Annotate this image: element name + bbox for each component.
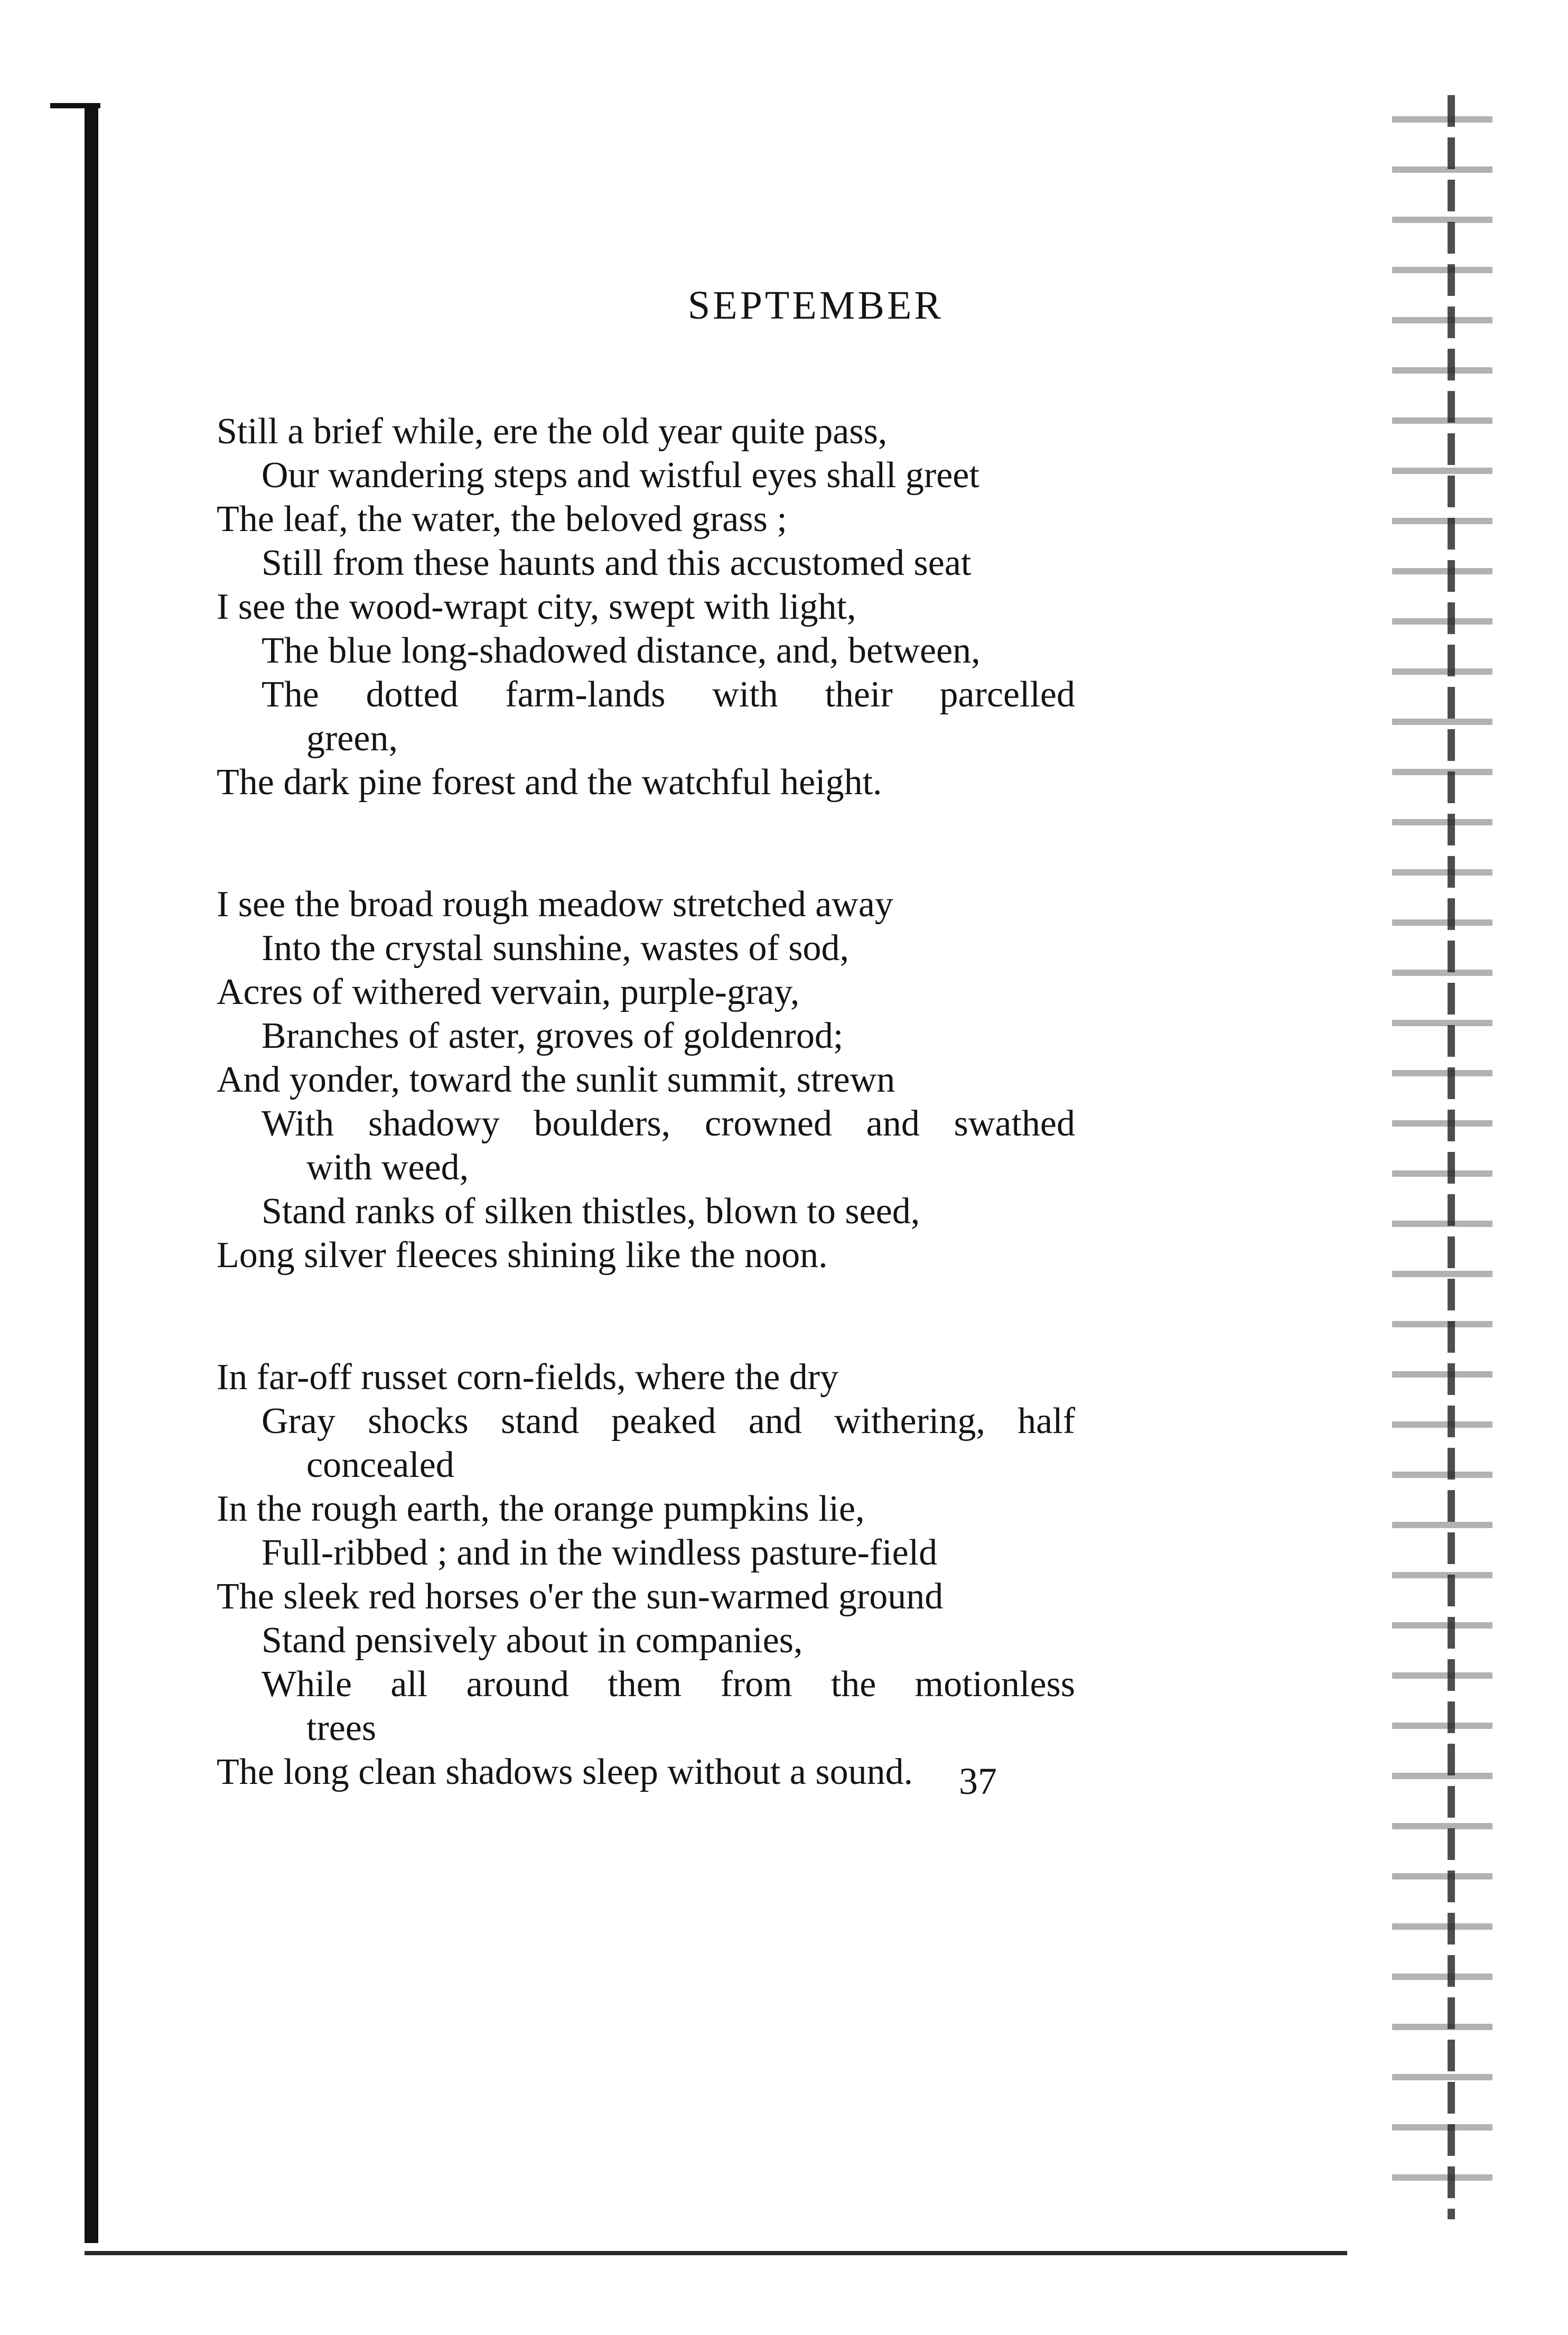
poem-line: Into the crystal sunshine, wastes of sod, (262, 928, 850, 969)
poem-line: Branches of aster, groves of goldenrod; (262, 1016, 844, 1056)
poem-line: The dark pine forest and the watchful height. (217, 762, 882, 803)
stanza-3 (217, 1355, 1075, 1794)
poem-title: SEPTEMBER (687, 283, 944, 328)
poem-line: The long clean shadows sleep without a sound. (217, 1752, 913, 1792)
poem-line-turnover: green, (306, 718, 398, 759)
poem-line-turnover: trees (306, 1708, 377, 1748)
poem-line: In the rough earth, the orange pumpkins lie, (217, 1489, 865, 1529)
poem-line: Long silver fleeces shining like the noon. (217, 1235, 828, 1276)
poem-line: Our wandering steps and wistful eyes shall greet (262, 455, 979, 496)
poem-line: The leaf, the water, the beloved grass ; (217, 499, 787, 539)
poem-body (217, 410, 1075, 1872)
poem-line: I see the broad rough meadow stretched away (217, 884, 893, 925)
page-number: 37 (959, 1760, 997, 1802)
poem-line: Still from these haunts and this accustomed seat (262, 543, 972, 583)
poem-line: Full-ribbed ; and in the windless pasture-field (262, 1532, 938, 1573)
poem-line: In far-off russet corn-fields, where the dry (217, 1357, 839, 1398)
poem-line-turnover: concealed (306, 1445, 454, 1485)
poem-line: I see the wood-wrapt city, swept with light, (217, 587, 856, 627)
page-right-edge-noise (1392, 95, 1492, 2219)
poem-line: The blue long-shadowed distance, and, between, (262, 630, 981, 671)
page-gutter-shadow (85, 103, 98, 2243)
poem-line-turnover: with weed, (306, 1147, 469, 1188)
poem-line: Acres of withered vervain, purple-gray, (217, 972, 800, 1012)
poem-line: Still a brief while, ere the old year quite pass, (217, 411, 888, 452)
poem-line: While all around them from the motionless (262, 1664, 1075, 1705)
poem-line: The sleek red horses o'er the sun-warmed ground (217, 1576, 944, 1617)
poem-line: Stand ranks of silken thistles, blown to seed, (262, 1191, 920, 1232)
poem-line: The dotted farm-lands with their parcelled (262, 674, 1075, 715)
poem-line: And yonder, toward the sunlit summit, strewn (217, 1059, 895, 1100)
page-right-edge-line (1448, 95, 1455, 2219)
poem-line: With shadowy boulders, crowned and swathed (262, 1103, 1075, 1144)
stanza-1 (217, 410, 1075, 804)
poem-line: Stand pensively about in companies, (262, 1620, 803, 1661)
stanza-2 (217, 882, 1075, 1277)
page-gutter-top-mark (50, 103, 100, 108)
page-bottom-edge (85, 2251, 1347, 2255)
poem-line: Gray shocks stand peaked and withering, half (262, 1401, 1075, 1441)
